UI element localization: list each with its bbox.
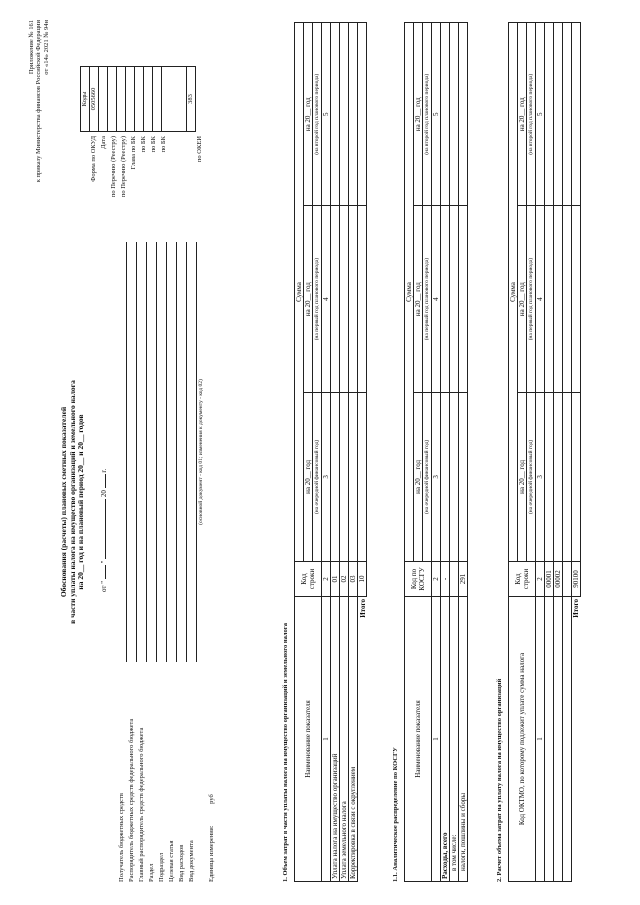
code-value-7 [144, 67, 153, 132]
code-value-blank [162, 67, 187, 132]
s1-row-2-code: 02 [340, 562, 349, 597]
table-row [459, 23, 468, 882]
s2-num-2: 2 [536, 562, 545, 597]
s11-row-1-code: - [441, 562, 450, 597]
codes-block [80, 66, 203, 232]
s1-num-3: 3 [322, 392, 331, 561]
s2-row-3-code [563, 562, 572, 597]
s1-num-1: 1 [322, 597, 331, 882]
s2-head-y2: на 20__ год [518, 206, 527, 392]
code-label-bk-3: по БК [160, 136, 167, 153]
header-fields [118, 242, 220, 882]
rotated-document-page [20, 12, 620, 892]
unit-row [208, 242, 220, 882]
codes-labels [90, 136, 206, 232]
date-prefix: от " [100, 580, 108, 592]
appendix-block [28, 20, 50, 182]
s2-head-y3-note: (на второй год планового периода) [527, 23, 536, 206]
code-label-okud: Форма по ОКУД [90, 136, 97, 182]
s11-head-sum: Сумма [405, 23, 414, 562]
s2-num-4: 4 [536, 206, 545, 392]
s1-head-y2: на 20__ год [304, 206, 313, 392]
s1-head-y2-note: (на первый год планового периода) [313, 206, 322, 392]
s1-num-5: 5 [322, 23, 331, 206]
appendix-line-2: к приказу Министерства финансов Российской Федерации [35, 20, 43, 183]
code-label-registry-2: по Перечню (Реестру) [120, 136, 127, 198]
section-2-table [508, 22, 581, 882]
s2-head-y1-note: (на очередной финансовый год) [527, 392, 536, 561]
table-row [554, 23, 563, 882]
field-chief-manager: Главный распорядитель средств федерального бюджета [138, 242, 148, 882]
s11-head-y2: на 20__ год [414, 206, 423, 392]
section-11-title: 1.1. Аналитическое распределение по КОСГУ [392, 747, 399, 882]
s11-head-y3: на 20__ год [414, 23, 423, 206]
s2-head-name: Код ОКТМО, по которому подлежит уплате сумма налога [509, 597, 536, 882]
code-value-okei: 383 [187, 67, 196, 132]
appendix-line-3: от «14» 2021 № 94н [42, 20, 50, 75]
s2-row-3-name [563, 597, 572, 882]
s1-head-y1-note: (на очередной финансовый год) [313, 392, 322, 561]
table-row [450, 23, 459, 882]
code-value-5 [126, 67, 135, 132]
field-manager: Распорядитель бюджетных средств федерального бюджета [128, 242, 138, 882]
s11-num-5: 5 [432, 23, 441, 206]
table-total-row [358, 23, 367, 882]
document-title [60, 242, 86, 762]
codes-header: Коды [81, 67, 90, 132]
unit-label: Единица измерения: [208, 825, 216, 882]
code-value-8 [153, 67, 162, 132]
field-section: Раздел [148, 242, 158, 882]
field-subsection: Подраздел [158, 242, 168, 882]
code-value-2 [99, 67, 108, 132]
s2-num-5: 5 [536, 23, 545, 206]
s2-num-1: 1 [536, 597, 545, 882]
date-year: 20 [100, 490, 108, 498]
s2-row-2-code: 00002 [554, 562, 563, 597]
s11-head-y1: на 20__ год [414, 392, 423, 561]
s11-row-1-name: Расходы, всего [441, 597, 450, 882]
s1-head-sum: Сумма [295, 23, 304, 562]
s1-row-1-name: Уплата налога на имущество организаций [331, 597, 340, 882]
section-2-title: 2. Расчет объема затрат на уплату налога на имущество организаций [496, 678, 503, 882]
s2-row-1-name [545, 597, 554, 882]
s1-row-3-code: 03 [349, 562, 358, 597]
s1-total-label: Итого [358, 597, 367, 882]
field-document-type: Вид документа [188, 242, 198, 882]
s2-total-label: Итого [572, 597, 581, 882]
unit-value: руб [208, 794, 216, 804]
doc-type-note: (основной документ - код 01; изменения к документу - код 02) [198, 379, 204, 525]
s1-row-2-name: Уплата земельного налога [340, 597, 349, 882]
s11-num-4: 4 [432, 206, 441, 392]
s11-row-2-code [450, 562, 459, 597]
s2-head-y1: на 20__ год [518, 392, 527, 561]
code-label-bk-1: по БК [140, 136, 147, 153]
table-row [340, 23, 349, 882]
s1-num-4: 4 [322, 206, 331, 392]
s2-head-y2-note: (на первый год планового периода) [527, 206, 536, 392]
title-line-2: в части уплаты налога на имущество организаций и земельного налога [67, 380, 77, 624]
s2-head-sum: Сумма [509, 23, 518, 562]
field-expense-type: Вид расходов [178, 242, 188, 882]
s1-row-3-name: Корректировка в связи с округлением [349, 597, 358, 882]
s1-head-name: Наименование показателя [295, 597, 322, 882]
s2-head-y3: на 20__ год [518, 23, 527, 206]
s2-num-3: 3 [536, 392, 545, 561]
s1-row-1-code: 01 [331, 562, 340, 597]
table-row [563, 23, 572, 882]
code-label-registry-1: по Перечню (Реестру) [110, 136, 117, 198]
code-value-4 [117, 67, 126, 132]
s11-head-y2-note: (на первый год планового периода) [423, 206, 432, 392]
table-row [349, 23, 358, 882]
appendix-line-1: Приложение № 161 [28, 20, 35, 75]
s11-num-3: 3 [432, 392, 441, 561]
s2-row-2-name [554, 597, 563, 882]
s1-num-2: 2 [322, 562, 331, 597]
s2-total-code: 90100 [572, 562, 581, 597]
code-label-chapter: Глава по БК [130, 136, 137, 170]
s1-head-code: Код строки [295, 562, 322, 597]
field-target-article: Целевая статья [168, 242, 178, 882]
code-label-okei: по ОКЕИ [196, 136, 203, 163]
title-line-1: Обоснования (расчеты) плановых сметных показателей [59, 406, 68, 598]
codes-table [80, 66, 196, 132]
section-1-table [294, 22, 367, 882]
s11-num-2: 2 [432, 562, 441, 597]
title-line-3: на 20__ год и на плановый период 20__ и 20__ годов [76, 414, 86, 590]
section-11-table [404, 22, 468, 882]
s1-head-y3: на 20__ год [304, 23, 313, 206]
s11-head-name: Наименование показателя [405, 597, 432, 882]
s1-head-y3-note: (на второй год планового периода) [313, 23, 322, 206]
code-value-6 [135, 67, 144, 132]
table-row [441, 23, 450, 882]
s11-head-code: Код по КОСГУ [405, 562, 432, 597]
date-suffix: г. [100, 468, 108, 473]
code-value-okud: 0505660 [90, 67, 99, 132]
s1-head-y1: на 20__ год [304, 392, 313, 561]
code-label-date: Дата [100, 136, 107, 149]
s11-head-y1-note: (на очередной финансовый год) [423, 392, 432, 561]
s1-total-code: 10 [358, 562, 367, 597]
s2-row-1-code: 00001 [545, 562, 554, 597]
s11-row-3-name: налоги, пошлины и сборы [459, 597, 468, 882]
field-recipient: Получатель бюджетных средств [118, 242, 128, 882]
table-total-row [572, 23, 581, 882]
s11-head-y3-note: (на второй год планового периода) [423, 23, 432, 206]
s11-row-3-code: 291 [459, 562, 468, 597]
code-label-bk-2: по БК [150, 136, 157, 153]
section-1-title: 1. Объем затрат в части уплаты налога на имущество организаций и земельного налога [282, 622, 289, 882]
s11-num-1: 1 [432, 597, 441, 882]
date-line [100, 372, 108, 592]
date-mid: " [100, 560, 108, 564]
s11-row-2-name: в том числе: [450, 597, 459, 882]
s2-head-code: Код строки [509, 562, 536, 597]
table-row [331, 23, 340, 882]
table-row [545, 23, 554, 882]
code-value-3 [108, 67, 117, 132]
